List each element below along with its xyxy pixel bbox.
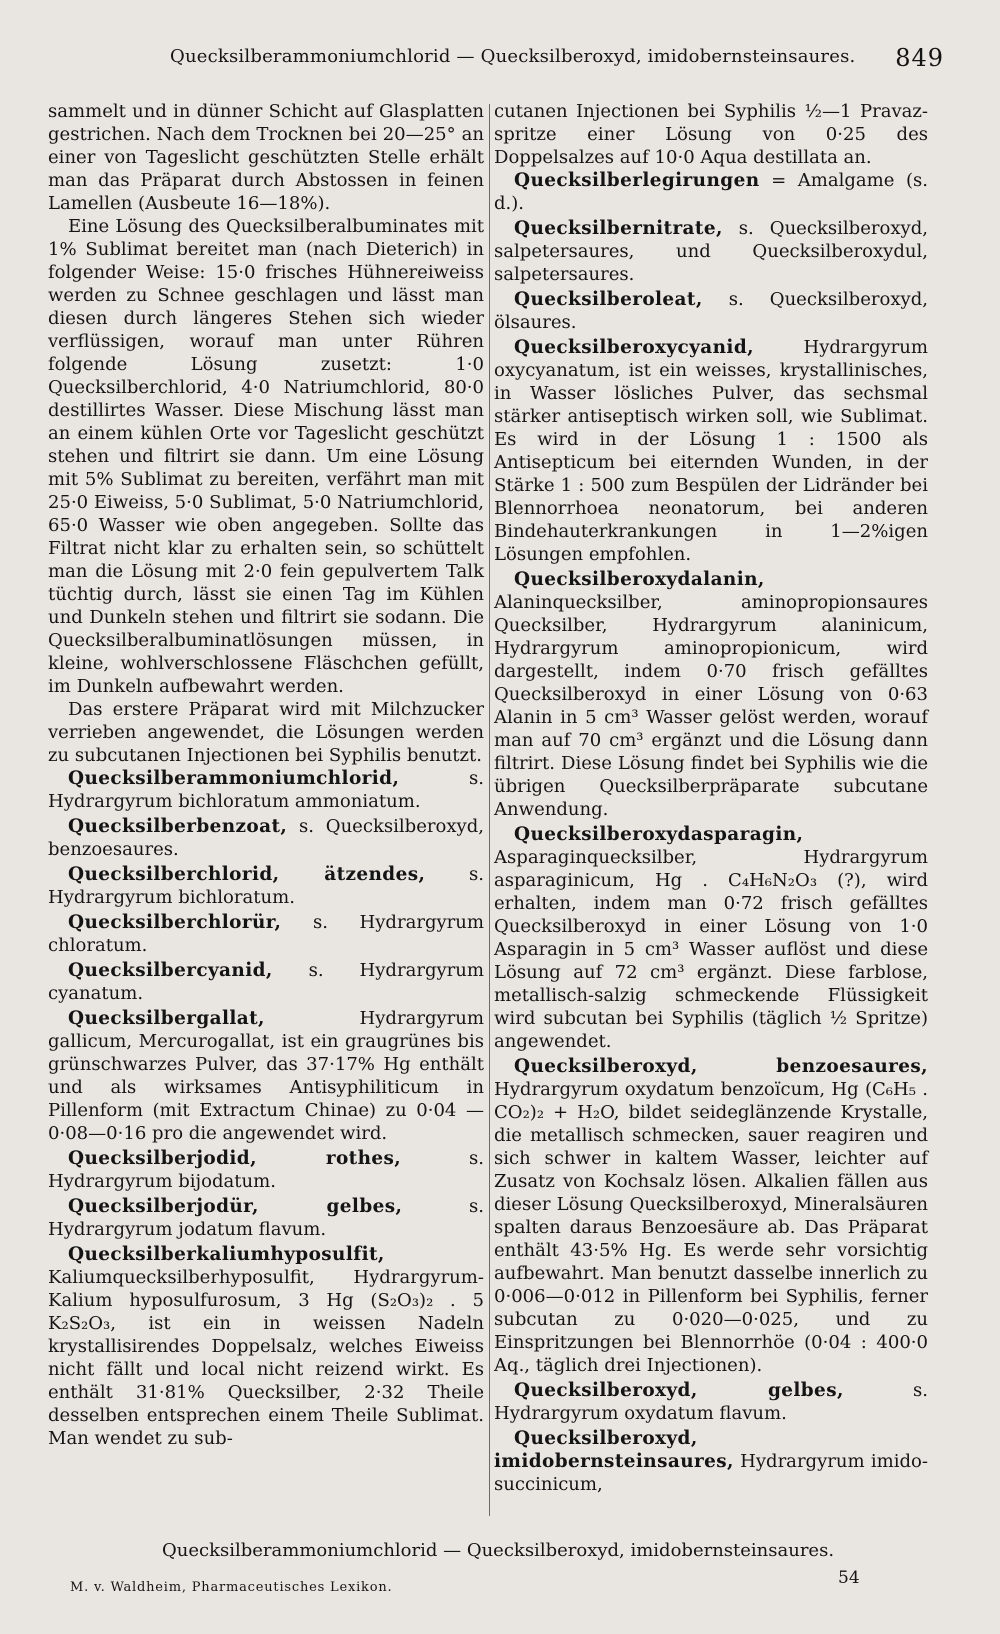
- entry-text: = Amalgame (s. d.).: [494, 170, 928, 214]
- footer-running-title: Quecksilberammoniumchlorid — Quecksilberoxyd, imidobernsteinsaures.: [162, 1540, 835, 1561]
- entry-text: Hydrargyrum gallicum, Mercurogallat, ist ein graugrünes bis grünschwarzes Pulver, das 37·17% Hg enthält und als wirksames Antisyphiliticum in Pillenform (mit Extractum Chinae) zu 0·04 — 0·08—0·16 pro die angewendet wird.: [48, 1008, 484, 1144]
- lexicon-entry: [48, 1243, 484, 1450]
- entry-headword: Quecksilberammoniumchlorid,: [68, 768, 400, 789]
- entry-headword: Quecksilberoxyd, gelbes,: [514, 1380, 844, 1401]
- lexicon-entry: [48, 767, 484, 813]
- entry-headword: Quecksilberoxycyanid,: [514, 337, 754, 358]
- paragraph: Eine Lösung des Quecksilberalbuminates mit 1% Sublimat bereitet man (nach Dieterich) in folgender Weise: 15·0 frisches Hühnereiweiss werden zu Schnee geschlagen und lässt man diesen durch längeres Stehen sich wieder verflüssigen, worauf man unter Rühren folgende Lösung zusetzt: 1·0 Quecksilberchlorid, 4·0 Natriumchlorid, 80·0 destillirtes Wasser. Diese Mischung lässt man an einem kühlen Orte vor Tageslicht geschützt stehen und filtrirt sie dann. Um eine Lösung mit 5% Sublimat zu bereiten, verfährt man mit 25·0 Eiweiss, 5·0 Sublimat, 5·0 Natriumchlorid, 65·0 Wasser wie oben angegeben. Sollte das Filtrat nicht klar zu erhalten sein, so schüttelt man die Lösung mit 2·0 fein gepulvertem Talk tüchtig durch, lässt sie einen Tag im Kühlen und Dunkeln stehen und filtrirt sie sodann. Die Quecksilberalbuminatlösungen müssen, in kleine, wohlverschlossene Fläschchen gefüllt, im Dunkeln aufbewahrt werden.: [48, 216, 484, 697]
- entry-headword: Quecksilberjodid, rothes,: [68, 1148, 402, 1169]
- entry-headword: Quecksilberoxydalanin,: [514, 569, 765, 590]
- lexicon-entry: [494, 1055, 928, 1377]
- lexicon-entry: [494, 1427, 928, 1496]
- paragraph: cutanen Injectionen bei Syphilis ½—1 Pravaz-spritze einer Lösung von 0·25 des Doppelsalzes auf 10·0 Aqua destillata an.: [494, 101, 928, 168]
- lexicon-entry: [48, 1007, 484, 1145]
- entry-headword: Quecksilberoleat,: [514, 289, 703, 310]
- entry-headword: Quecksilberjodür, gelbes,: [68, 1196, 403, 1217]
- entry-headword: Quecksilberkaliumhyposulfit,: [68, 1244, 385, 1265]
- running-title: Quecksilberammoniumchlorid — Quecksilberoxyd, imidobernsteinsaures.: [170, 46, 856, 67]
- entry-text: Hydrargyrum oxydatum benzoïcum, Hg (C₆H₅ . CO₂)₂ + H₂O, bildet seideglänzende Krystalle, die metallisch schmecken, sauer reagiren und sich schwer in kaltem Wasser, leichter auf Zusatz von Kochsalz lösen. Alkalien fällen aus dieser Lösung Quecksilberoxyd, Mineralsäuren spalten daraus Benzoesäure ab. Das Präparat enthält 43·5% Hg. Es werde sehr vorsichtig aufbewahrt. Man benutzt dasselbe innerlich zu 0·006—0·012 in Pillenform bei Syphilis, ferner subcutan zu 0·020—0·025, und zu Einspritzungen bei Blennorrhöe (0·04 : 400·0 Aq., täglich drei Injectionen).: [494, 1079, 928, 1376]
- page-number: 849: [895, 44, 944, 72]
- publisher-credit: M. v. Waldheim, Pharmaceutisches Lexikon.: [70, 1580, 393, 1595]
- entry-headword: Quecksilberoxyd, imidobernsteinsaures,: [494, 1428, 734, 1472]
- page-header: [70, 44, 944, 84]
- entry-text: s. Quecksilberoxyd, benzoesaures.: [48, 816, 484, 860]
- paragraph: sammelt und in dünner Schicht auf Glasplatten gestrichen. Nach dem Trocknen bei 20—25° an einer von Tageslicht geschützten Stelle erhält man das Präparat durch Abstossen in feinen Lamellen (Ausbeute 16—18%).: [48, 101, 484, 214]
- lexicon-entry: [494, 823, 928, 1053]
- left-column: [48, 100, 484, 1450]
- entry-headword: Quecksilbercyanid,: [68, 960, 273, 981]
- entry-text: Hydrargyrum oxycyanatum, ist ein weisses, krystallinisches, in Wasser lösliches Pulver, das sechsmal stärker antiseptisch wirken soll, wie Sublimat. Es wird in der Lösung 1 : 1500 als Antisepticum bei eiternden Wunden, in der Stärke 1 : 500 zum Bespülen der Lidränder bei Blennorrhoea neonatorum, bei anderen Bindehauterkrankungen in 1—2%igen Lösungen empfohlen.: [494, 337, 928, 565]
- lexicon-entry: [494, 336, 928, 566]
- right-column: [494, 100, 928, 1496]
- entry-headword: Quecksilberoxyd, benzoesaures,: [514, 1056, 928, 1077]
- entry-text: s. Hydrargyrum bijodatum.: [48, 1148, 485, 1192]
- lexicon-entry: [48, 815, 484, 861]
- entry-list: [494, 169, 928, 1496]
- entry-headword: Quecksilberoxydasparagin,: [514, 824, 804, 845]
- entry-text: s. Quecksilberoxyd, salpetersaures, und Quecksilberoxydul, salpetersaures.: [494, 218, 928, 285]
- entry-text: s. Hydrargyrum oxydatum flavum.: [494, 1380, 928, 1424]
- entry-headword: Quecksilbernitrate,: [514, 218, 723, 239]
- lexicon-entry: [48, 959, 484, 1005]
- lexicon-entry: [48, 1195, 484, 1241]
- lexicon-entry: [494, 217, 928, 286]
- lexicon-entry: [48, 863, 484, 909]
- entry-headword: Quecksilberlegirungen: [514, 170, 760, 191]
- entry-text: s. Quecksilberoxyd, ölsaures.: [494, 289, 928, 333]
- entry-text: Asparaginquecksilber, Hydrargyrum asparaginicum, Hg . C₄H₆N₂O₃ (?), wird erhalten, indem man 0·72 frisch gefälltes Quecksilberoxyd in einer Lösung von 1·0 Asparagin in 5 cm³ Wasser auflöst und diese Lösung auf 72 cm³ ergänzt. Diese farblose, metallisch-salzig schmeckende Flüssigkeit wird subcutan bei Syphilis (täglich ½ Spritze) angewendet.: [494, 847, 928, 1052]
- entry-text: s. Hydrargyrum bichloratum.: [48, 864, 484, 908]
- lexicon-entry: [48, 1147, 484, 1193]
- entry-headword: Quecksilberchlorür,: [68, 912, 282, 933]
- entry-headword: Quecksilbergallat,: [68, 1008, 265, 1029]
- entry-headword: Quecksilberchlorid, ätzendes,: [68, 864, 426, 885]
- entry-list: [48, 767, 484, 1450]
- lexicon-entry: [494, 288, 928, 334]
- entry-text: s. Hydrargyrum cyanatum.: [48, 960, 484, 1004]
- entry-headword: Quecksilberbenzoat,: [68, 816, 288, 837]
- lexicon-entry: [494, 568, 928, 821]
- entry-text: Hydrargyrum imido-succinicum,: [494, 1451, 928, 1495]
- lexicon-entry: [494, 1379, 928, 1425]
- entry-text: Alaninquecksilber, aminopropionsaures Quecksilber, Hydrargyrum alaninicum, Hydrargyrum aminopropionicum, wird dargestellt, indem 0·70 frisch gefälltes Quecksilberoxyd in einer Lösung von 0·63 Alanin in 5 cm³ Wasser gelöst werden, worauf man auf 70 cm³ ergänzt und die Lösung dann filtrirt. Diese Lösung findet bei Syphilis wie die übrigen Quecksilberpräparate subcutane Anwendung.: [494, 592, 928, 820]
- lexicon-entry: [494, 169, 928, 215]
- column-divider: [489, 104, 490, 1516]
- entry-text: s. Hydrargyrum chloratum.: [48, 912, 484, 956]
- entry-text: Kaliumquecksilberhyposulfit, Hydrargyrum-Kalium hyposulfurosum, 3 Hg (S₂O₃)₂ . 5 K₂S₂O₃, ist ein in weissen Nadeln krystallisirendes Doppelsalz, welches Eiweiss nicht fällt und local nicht reizend wirkt. Es enthält 31·81% Quecksilber, 2·32 Theile desselben entsprechen einem Theile Sublimat. Man wendet zu sub-: [48, 1267, 484, 1449]
- entry-text: s. Hydrargyrum bichloratum ammoniatum.: [48, 768, 484, 812]
- lexicon-entry: [48, 911, 484, 957]
- signature-mark: 54: [838, 1568, 860, 1588]
- paragraph: Das erstere Präparat wird mit Milchzucker verrieben angewendet, die Lösungen werden zu subcutanen Injectionen bei Syphilis benutzt.: [48, 699, 484, 766]
- entry-text: s. Hydrargyrum jodatum flavum.: [48, 1196, 484, 1240]
